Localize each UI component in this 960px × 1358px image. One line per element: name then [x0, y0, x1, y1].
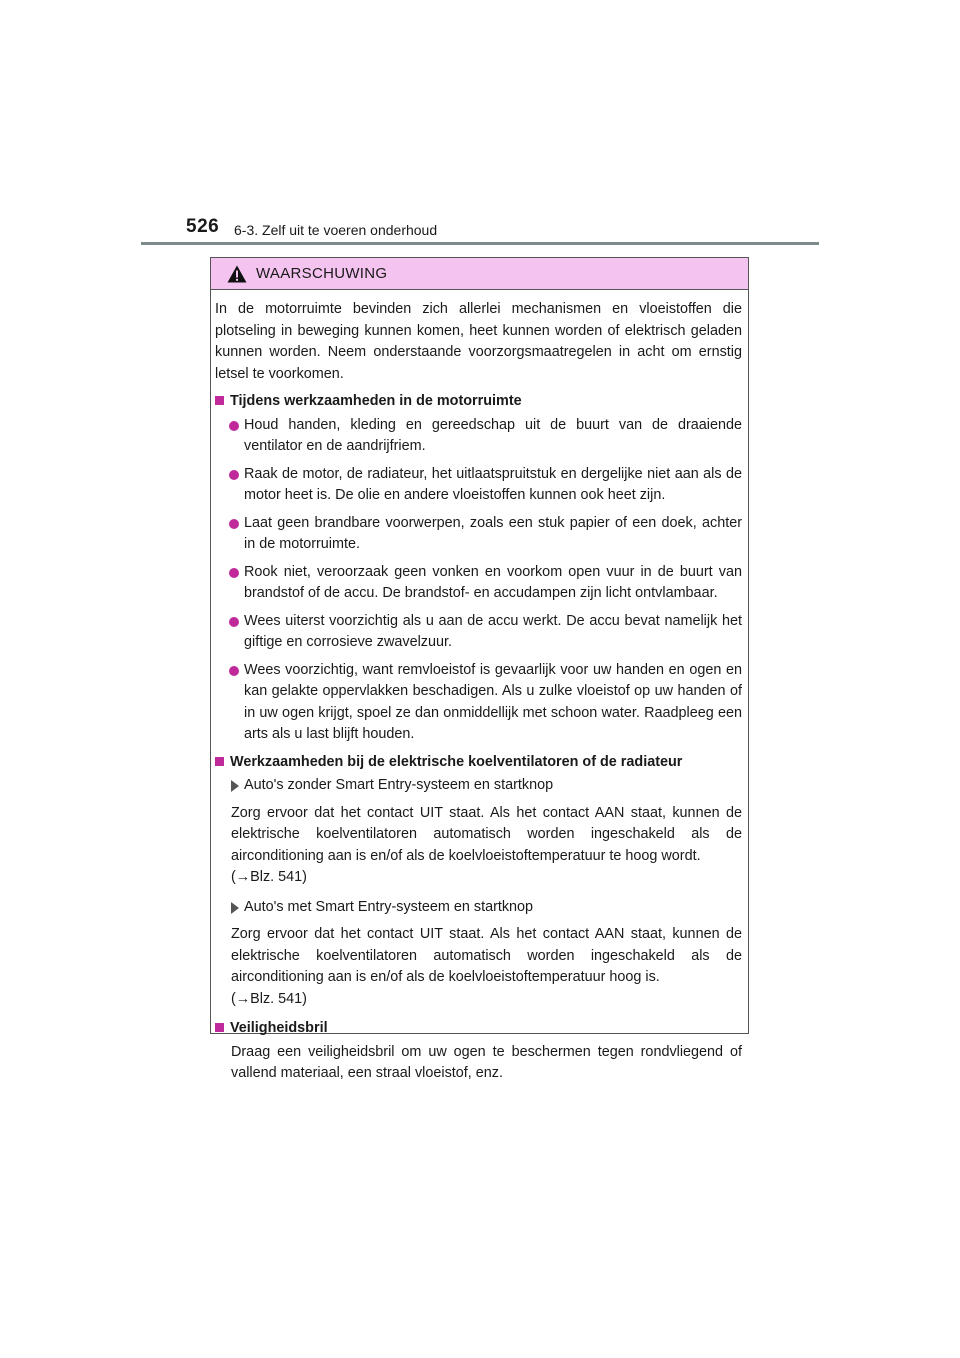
sub-item-title: Auto's zonder Smart Entry-systeem en startknop: [244, 777, 554, 793]
sub-item-title: Auto's met Smart Entry-systeem en startknop: [244, 898, 534, 915]
square-bullet-icon: [215, 757, 224, 766]
list-item: [215, 464, 742, 507]
section-title: 6-3. Zelf uit te voeren onderhoud: [234, 222, 438, 238]
warning-body: [211, 290, 748, 1085]
sub-item-text: Zorg ervoor dat het contact UIT staat. Als het contact AAN staat, kunnen de elektrische koelventilatoren automatisch worden ingeschakeld als de airconditioning aan is en/of als de koelvloeistoftemperatuur te hoog wordt.: [231, 804, 742, 864]
circle-bullet-icon: [229, 470, 239, 480]
warning-box: [210, 257, 749, 1081]
list-item-text: Rook niet, veroorzaak geen vonken en voorkom open vuur in de buurt van brandstof of de accu. De brandstof- en accudampen zijn licht ontvlambaar.: [244, 563, 742, 601]
sub-item-body: [215, 924, 742, 1010]
warning-header: [211, 258, 748, 290]
square-bullet-icon: [215, 1023, 224, 1032]
section-heading-text: Veiligheidsbril: [230, 1020, 328, 1036]
circle-bullet-icon: [229, 617, 239, 627]
circle-bullet-icon: [229, 666, 239, 676]
triangle-bullet-icon: [231, 780, 239, 792]
triangle-bullet-icon: [231, 902, 239, 914]
square-bullet-icon: [215, 396, 224, 405]
list-item-text: Raak de motor, de radiateur, het uitlaatspruitstuk en dergelijke niet aan als de motor heet is. De olie en andere vloeistoffen kunnen ook heet zijn.: [244, 465, 742, 503]
section-heading-text: Werkzaamheden bij de elektrische koelventilatoren of de radiateur: [230, 753, 683, 770]
warning-title: WAARSCHUWING: [256, 265, 388, 282]
sub-item-text: Zorg ervoor dat het contact UIT staat. Als het contact AAN staat, kunnen de elektrische koelventilatoren automatisch worden ingeschakeld als de airconditioning aan is en/of als de koelvloeistoftemperatuur hoog is.: [231, 926, 742, 985]
sub-item-body: [215, 803, 742, 889]
list-item-text: Houd handen, kleding en gereedschap uit de buurt van de draaiende ventilator en de aandrijfriem.: [244, 416, 742, 454]
sub-item: [215, 775, 742, 797]
list-item: [215, 660, 742, 746]
list-item-text: Wees voorzichtig, want remvloeistof is gevaarlijk voor uw handen en ogen en kan gelakte oppervlakken beschadigen. Als u zulke vloeistof op uw handen of in uw ogen krijgt, spoel ze dan onmiddellijk met schoon water. Raadpleeg een arts als u last blijft houden.: [244, 661, 742, 742]
list-item-text: Laat geen brandbare voorwerpen, zoals een stuk papier of een doek, achter in de motorruimte.: [244, 514, 742, 552]
circle-bullet-icon: [229, 421, 239, 431]
page-reference: (→Blz. 541): [231, 869, 307, 885]
section-heading: [215, 391, 742, 413]
section-heading-text: Tijdens werkzaamheden in de motorruimte: [230, 393, 522, 409]
sub-item: [215, 897, 742, 919]
section-heading: [215, 752, 742, 774]
section-text: Draag een veiligheidsbril om uw ogen te beschermen tegen rondvliegend of vallend materiaal, een straal vloeistof, enz.: [231, 1043, 742, 1081]
list-item-text: Wees uiterst voorzichtig als u aan de accu werkt. De accu bevat namelijk het giftige en corrosieve zwavelzuur.: [244, 612, 742, 650]
list-item: [215, 415, 742, 458]
list-item: [215, 562, 742, 605]
list-item: [215, 513, 742, 556]
circle-bullet-icon: [229, 568, 239, 578]
page-number: 526: [186, 216, 220, 237]
page-reference: (→Blz. 541): [231, 990, 307, 1007]
warning-triangle-icon: [227, 265, 247, 283]
section-heading: [215, 1018, 742, 1040]
header-rule: [141, 242, 819, 245]
circle-bullet-icon: [229, 519, 239, 529]
list-item: [215, 611, 742, 654]
warning-intro: In de motorruimte bevinden zich allerlei mechanismen en vloeistoffen die plotseling in beweging kunnen komen, heet kunnen worden of elektrisch geladen kunnen worden. Neem onderstaande voorzorgsmaatregelen in acht om ernstig letsel te voorkomen.: [215, 301, 742, 382]
